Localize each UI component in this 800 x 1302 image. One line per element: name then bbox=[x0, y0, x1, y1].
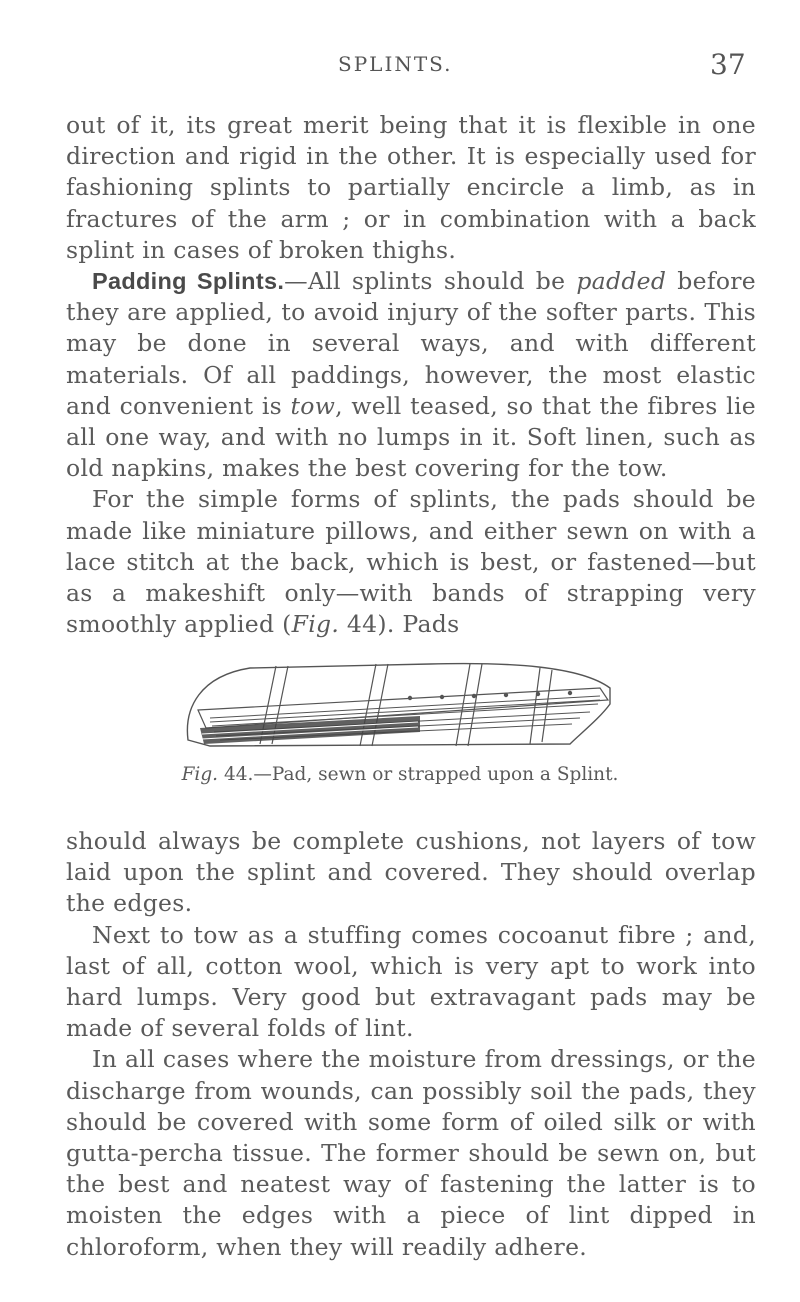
paragraph-2-text-a: —All splints should be bbox=[284, 267, 577, 296]
paragraph-2-text-c: , well teased, so that the fibres lie all one way, and with no lumps in it. Soft linen, such as old napkins, makes the best covering for the tow. bbox=[66, 391, 756, 483]
paragraph-6 bbox=[66, 1044, 756, 1262]
figure-caption bbox=[0, 764, 800, 785]
paragraph-6-text: In all cases where the moisture from dressings, or the discharge from wounds, can possibly soil the pads, they should be covered with some form of oiled silk or with gutta-percha tissue. The former should be sewn on, but the best and neatest way of fastening the latter is to moisten the edges with a piece of lint dipped in chloroform, when they will readily adhere. bbox=[66, 1045, 756, 1261]
emphasis-tow: tow bbox=[290, 391, 336, 420]
paragraph-4-text: should always be complete cushions, not layers of tow laid upon the splint and covered. They should overlap the edges. bbox=[66, 827, 756, 918]
paragraph-2-text-b: before they are applied, to avoid injury of the softer parts. This may be done in several ways, and with different materials. Of all paddings, however, the most elastic and convenient is bbox=[66, 267, 757, 420]
figure-reference-label: Fig. bbox=[291, 610, 340, 639]
figure-caption-text: —Pad, sewn or strapped upon a Splint. bbox=[253, 764, 619, 785]
paragraph-4 bbox=[66, 826, 756, 920]
page-number: 37 bbox=[710, 48, 746, 81]
paragraph-5 bbox=[66, 920, 756, 1045]
running-title: SPLINTS. bbox=[338, 52, 453, 76]
paragraph-2 bbox=[66, 266, 756, 484]
figure-number: 44. bbox=[223, 764, 254, 785]
paragraph-1-text: out of it, its great merit being that it is flexible in one direction and rigid in the other. It is especially used for fashioning splints to partially encircle a limb, as in fractures of the arm ; or in combination with a back splint in cases of broken thighs. bbox=[66, 111, 756, 264]
paragraph-5-text: Next to tow as a stuffing comes cocoanut fibre ; and, last of all, cotton wool, which is very apt to work into hard lumps. Very good but extravagant pads may be made of several folds of lint. bbox=[66, 920, 756, 1043]
paragraph-3 bbox=[66, 484, 756, 640]
text-block-bottom bbox=[66, 826, 756, 1263]
figure-label: Fig. bbox=[181, 764, 219, 785]
splint-pad-illustration bbox=[180, 648, 620, 752]
text-block-top bbox=[66, 110, 756, 640]
emphasis-padded: padded bbox=[576, 267, 667, 296]
section-heading-padding-splints: Padding Splints. bbox=[92, 268, 285, 295]
paragraph-1 bbox=[66, 110, 756, 266]
paragraph-3-text-b: 44). Pads bbox=[339, 610, 460, 639]
paragraph-3-text-a: For the simple forms of splints, the pads should be made like miniature pillows, and either sewn on with a lace stitch at the back, which is best, or fastened—but as a makeshift only—with bands of strapping very smoothly applied ( bbox=[66, 485, 756, 639]
